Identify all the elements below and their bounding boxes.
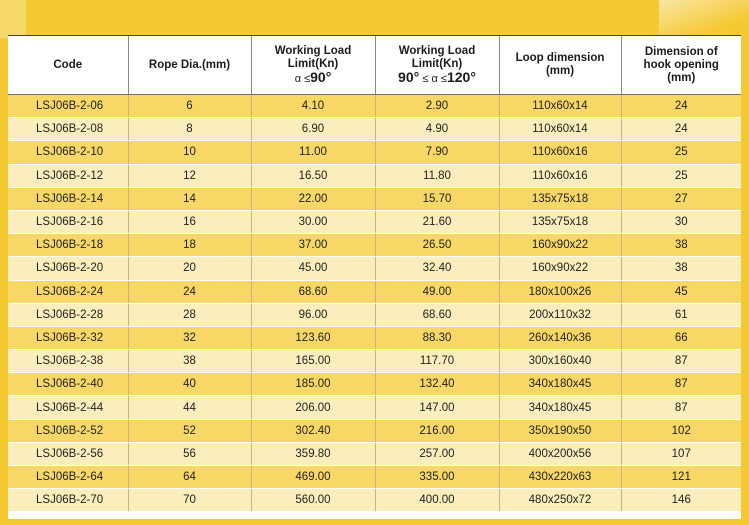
table-row — [8, 396, 741, 419]
cell-rope: 64 — [128, 466, 251, 489]
cell-rope: 44 — [128, 396, 251, 419]
cell-hook: 30 — [621, 210, 741, 233]
cell-loop: 400x200x56 — [499, 442, 621, 465]
cell-loop: 135x75x18 — [499, 187, 621, 210]
cell-rope: 24 — [128, 280, 251, 303]
cell-loop: 350x190x50 — [499, 419, 621, 442]
cell-wll2: 400.00 — [375, 489, 499, 512]
cell-code: LSJ06B-2-38 — [8, 350, 128, 373]
cell-wll2: 216.00 — [375, 419, 499, 442]
cell-rope: 6 — [128, 95, 251, 118]
cell-loop: 340x180x45 — [499, 373, 621, 396]
cell-code: LSJ06B-2-12 — [8, 164, 128, 187]
cell-hook: 38 — [621, 234, 741, 257]
table-row — [8, 373, 741, 396]
cell-rope: 10 — [128, 141, 251, 164]
cell-rope: 18 — [128, 234, 251, 257]
cell-wll1: 165.00 — [251, 350, 375, 373]
background-accent-right — [659, 0, 749, 40]
cell-hook: 87 — [621, 396, 741, 419]
cell-wll1: 96.00 — [251, 303, 375, 326]
cell-hook: 121 — [621, 466, 741, 489]
cell-wll2: 15.70 — [375, 187, 499, 210]
cell-code: LSJ06B-2-18 — [8, 234, 128, 257]
table-row — [8, 326, 741, 349]
background-accent-left — [0, 0, 26, 38]
cell-hook: 107 — [621, 442, 741, 465]
header-rope-dia: Rope Dia.(mm) — [128, 36, 251, 95]
cell-code: LSJ06B-2-16 — [8, 210, 128, 233]
cell-hook: 25 — [621, 141, 741, 164]
cell-rope: 16 — [128, 210, 251, 233]
cell-loop: 430x220x63 — [499, 466, 621, 489]
cell-wll2: 32.40 — [375, 257, 499, 280]
cell-code: LSJ06B-2-64 — [8, 466, 128, 489]
cell-loop: 480x250x72 — [499, 489, 621, 512]
cell-rope: 40 — [128, 373, 251, 396]
cell-code: LSJ06B-2-40 — [8, 373, 128, 396]
cell-wll1: 206.00 — [251, 396, 375, 419]
cell-code: LSJ06B-2-32 — [8, 326, 128, 349]
cell-code: LSJ06B-2-52 — [8, 419, 128, 442]
cell-code: LSJ06B-2-20 — [8, 257, 128, 280]
cell-wll2: 335.00 — [375, 466, 499, 489]
cell-wll1: 4.10 — [251, 95, 375, 118]
header-loop-dimension: Loop dimension (mm) — [499, 36, 621, 95]
cell-hook: 25 — [621, 164, 741, 187]
table-row — [8, 303, 741, 326]
cell-wll2: 257.00 — [375, 442, 499, 465]
table-row — [8, 419, 741, 442]
cell-wll2: 2.90 — [375, 95, 499, 118]
cell-loop: 110x60x16 — [499, 164, 621, 187]
cell-wll2: 21.60 — [375, 210, 499, 233]
header-wll-90: Working Load Limit(Kn) α ≤90° — [251, 36, 375, 95]
cell-wll1: 6.90 — [251, 118, 375, 141]
cell-code: LSJ06B-2-24 — [8, 280, 128, 303]
cell-wll2: 26.50 — [375, 234, 499, 257]
cell-code: LSJ06B-2-14 — [8, 187, 128, 210]
cell-wll2: 49.00 — [375, 280, 499, 303]
cell-rope: 38 — [128, 350, 251, 373]
cell-loop: 340x180x45 — [499, 396, 621, 419]
cell-loop: 110x60x14 — [499, 95, 621, 118]
cell-rope: 12 — [128, 164, 251, 187]
cell-loop: 135x75x18 — [499, 210, 621, 233]
cell-hook: 102 — [621, 419, 741, 442]
table-row — [8, 95, 741, 118]
cell-loop: 200x110x32 — [499, 303, 621, 326]
table-row — [8, 118, 741, 141]
cell-wll2: 147.00 — [375, 396, 499, 419]
table-row — [8, 280, 741, 303]
cell-rope: 28 — [128, 303, 251, 326]
cell-wll2: 7.90 — [375, 141, 499, 164]
table-row — [8, 187, 741, 210]
cell-loop: 260x140x36 — [499, 326, 621, 349]
table-row — [8, 489, 741, 512]
cell-wll1: 123.60 — [251, 326, 375, 349]
cell-code: LSJ06B-2-10 — [8, 141, 128, 164]
table-row — [8, 141, 741, 164]
cell-rope: 52 — [128, 419, 251, 442]
cell-loop: 110x60x14 — [499, 118, 621, 141]
cell-wll2: 117.70 — [375, 350, 499, 373]
cell-code: LSJ06B-2-70 — [8, 489, 128, 512]
cell-loop: 180x100x26 — [499, 280, 621, 303]
cell-wll1: 30.00 — [251, 210, 375, 233]
spec-table — [8, 36, 741, 512]
table-row — [8, 350, 741, 373]
cell-hook: 45 — [621, 280, 741, 303]
cell-hook: 87 — [621, 350, 741, 373]
cell-loop: 160x90x22 — [499, 234, 621, 257]
header-wll-120: Working Load Limit(Kn) 90° ≤ α ≤120° — [375, 36, 499, 95]
cell-rope: 20 — [128, 257, 251, 280]
cell-wll1: 16.50 — [251, 164, 375, 187]
header-code: Code — [8, 36, 128, 95]
table-row — [8, 210, 741, 233]
cell-code: LSJ06B-2-28 — [8, 303, 128, 326]
spec-sheet — [8, 35, 741, 519]
cell-loop: 160x90x22 — [499, 257, 621, 280]
table-row — [8, 234, 741, 257]
cell-rope: 70 — [128, 489, 251, 512]
header-hook-opening: Dimension of hook opening (mm) — [621, 36, 741, 95]
cell-code: LSJ06B-2-06 — [8, 95, 128, 118]
cell-hook: 38 — [621, 257, 741, 280]
cell-wll1: 302.40 — [251, 419, 375, 442]
cell-hook: 24 — [621, 95, 741, 118]
cell-code: LSJ06B-2-56 — [8, 442, 128, 465]
cell-code: LSJ06B-2-08 — [8, 118, 128, 141]
cell-hook: 61 — [621, 303, 741, 326]
cell-wll2: 68.60 — [375, 303, 499, 326]
cell-rope: 56 — [128, 442, 251, 465]
cell-wll2: 88.30 — [375, 326, 499, 349]
header-row — [8, 36, 741, 95]
cell-wll1: 185.00 — [251, 373, 375, 396]
cell-code: LSJ06B-2-44 — [8, 396, 128, 419]
cell-wll1: 469.00 — [251, 466, 375, 489]
cell-rope: 14 — [128, 187, 251, 210]
table-row — [8, 466, 741, 489]
cell-hook: 27 — [621, 187, 741, 210]
cell-rope: 8 — [128, 118, 251, 141]
cell-wll2: 4.90 — [375, 118, 499, 141]
cell-wll1: 37.00 — [251, 234, 375, 257]
cell-loop: 110x60x16 — [499, 141, 621, 164]
table-row — [8, 442, 741, 465]
cell-loop: 300x160x40 — [499, 350, 621, 373]
cell-hook: 66 — [621, 326, 741, 349]
cell-wll2: 132.40 — [375, 373, 499, 396]
cell-rope: 32 — [128, 326, 251, 349]
table-body — [8, 95, 741, 512]
cell-hook: 24 — [621, 118, 741, 141]
table-row — [8, 164, 741, 187]
cell-hook: 87 — [621, 373, 741, 396]
cell-hook: 146 — [621, 489, 741, 512]
cell-wll1: 45.00 — [251, 257, 375, 280]
table-row — [8, 257, 741, 280]
cell-wll1: 560.00 — [251, 489, 375, 512]
cell-wll1: 68.60 — [251, 280, 375, 303]
cell-wll1: 11.00 — [251, 141, 375, 164]
cell-wll1: 22.00 — [251, 187, 375, 210]
cell-wll1: 359.80 — [251, 442, 375, 465]
cell-wll2: 11.80 — [375, 164, 499, 187]
